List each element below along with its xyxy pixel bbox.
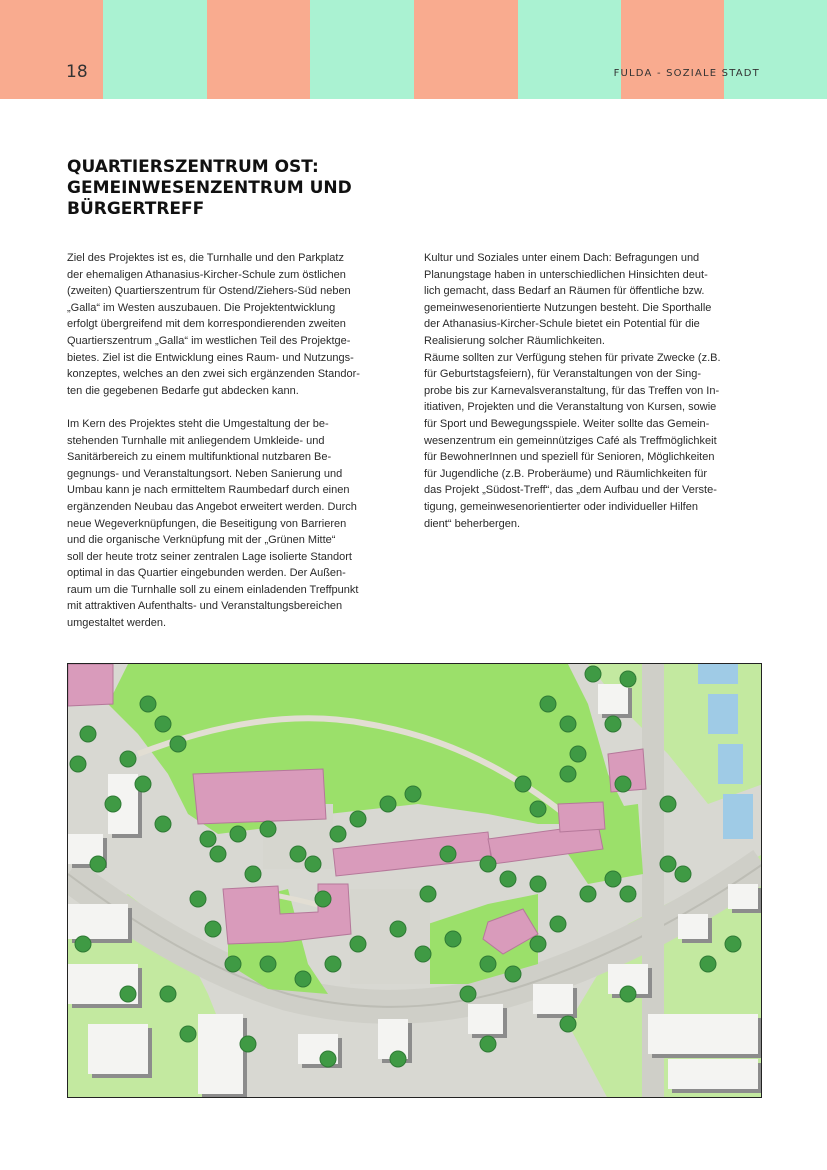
tree-icon: [390, 1051, 406, 1067]
text-line: für Geburtstagsfeiern), für Veranstaltungen von der Sing-: [424, 368, 701, 381]
tree-icon: [350, 936, 366, 952]
tree-icon: [700, 956, 716, 972]
tree-icon: [530, 936, 546, 952]
tree-icon: [550, 916, 566, 932]
tree-icon: [225, 956, 241, 972]
tree-icon: [605, 716, 621, 732]
header-stripe: [103, 0, 207, 99]
text-line: optimal in das Quartier eingebunden werden. Der Außen-: [67, 567, 346, 580]
text-line: raum um die Turnhalle soll zu einem einladenden Treffpunkt: [67, 583, 359, 596]
text-line: der Athanasius-Kircher-Schule bietet ein Potential für die: [424, 318, 700, 331]
tree-icon: [350, 811, 366, 827]
running-head: FULDA - SOZIALE STADT: [613, 68, 760, 79]
tree-icon: [155, 816, 171, 832]
tree-icon: [515, 776, 531, 792]
tree-icon: [135, 776, 151, 792]
text-line: Räume sollten zur Verfügung stehen für private Zwecke (z.B.: [424, 351, 721, 364]
tree-icon: [460, 986, 476, 1002]
tree-icon: [210, 846, 226, 862]
tree-icon: [445, 931, 461, 947]
tree-icon: [620, 886, 636, 902]
header-stripes: [0, 0, 827, 99]
tree-icon: [530, 801, 546, 817]
tree-icon: [390, 921, 406, 937]
tree-icon: [480, 856, 496, 872]
header-stripe: [207, 0, 310, 99]
tree-icon: [380, 796, 396, 812]
tree-icon: [530, 876, 546, 892]
page-title: [67, 157, 427, 220]
text-line: ten die gegebenen Bedarfe gut abdecken kann.: [67, 384, 299, 397]
text-line: gemeinwesenorientierte Nutzungen besteht. Die Sporthalle: [424, 301, 712, 314]
tree-icon: [260, 821, 276, 837]
header-stripe: [724, 0, 827, 99]
text-line: Umbau kann je nach ermitteltem Raumbedarf durch einen: [67, 484, 350, 497]
text-line: Quartierszentrum „Galla“ im westlichen Teil des Projektge-: [67, 334, 351, 347]
tree-icon: [405, 786, 421, 802]
header-stripe: [414, 0, 518, 99]
tree-icon: [80, 726, 96, 742]
tree-icon: [330, 826, 346, 842]
tree-icon: [620, 671, 636, 687]
tree-icon: [170, 736, 186, 752]
text-line: umgestaltet werden.: [67, 617, 167, 630]
tree-icon: [295, 971, 311, 987]
right-paragraph-1: [424, 250, 764, 532]
tree-icon: [120, 986, 136, 1002]
tree-icon: [160, 986, 176, 1002]
tree-icon: [605, 871, 621, 887]
tree-icon: [660, 796, 676, 812]
tree-icon: [230, 826, 246, 842]
title-line: GEMEINWESENZENTRUM UND: [67, 178, 352, 198]
tree-icon: [180, 1026, 196, 1042]
header-stripe: [0, 0, 103, 99]
text-line: gegnungs- und Veranstaltungsort. Neben Sanierung und: [67, 467, 343, 480]
tree-icon: [105, 796, 121, 812]
tree-icon: [90, 856, 106, 872]
text-line: stehenden Turnhalle mit anliegendem Umkleide- und: [67, 434, 325, 447]
left-paragraph-1: [67, 250, 397, 399]
text-line: das Projekt „Südost-Treff“, das „dem Aufbau und der Verste-: [424, 484, 717, 497]
tree-icon: [725, 936, 741, 952]
text-line: ergänzenden Neubau das Angebot erweitert werden. Durch: [67, 500, 357, 513]
tree-icon: [500, 871, 516, 887]
text-line: tigung, gemeinwesenorientierter oder individueller Hilfen: [424, 500, 698, 513]
text-line: erfolgt übergreifend mit dem korrespondierenden zweiten: [67, 318, 346, 331]
tree-icon: [245, 866, 261, 882]
tree-icon: [315, 891, 331, 907]
text-line: Planungstage haben in unterschiedlichen Hinsichten deut-: [424, 268, 708, 281]
tree-icon: [260, 956, 276, 972]
tree-icon: [570, 746, 586, 762]
tree-icon: [620, 986, 636, 1002]
header-stripe: [518, 0, 621, 99]
text-line: bietes. Ziel ist die Entwicklung eines Raum- und Nutzungs-: [67, 351, 354, 364]
text-line: itiativen, Projekten und die Veranstaltung von Kursen, sowie: [424, 401, 717, 414]
text-line: Kultur und Soziales unter einem Dach: Befragungen und: [424, 252, 700, 264]
tree-icon: [615, 776, 631, 792]
tree-icon: [540, 696, 556, 712]
tree-icon: [480, 956, 496, 972]
tree-icon: [205, 921, 221, 937]
text-line: neue Wegeverknüpfungen, die Beseitigung von Barrieren: [67, 517, 347, 530]
page-number: 18: [66, 62, 88, 82]
text-line: konzeptes, welches an den zwei sich ergänzenden Standor-: [67, 368, 360, 381]
tree-icon: [190, 891, 206, 907]
left-paragraph-2: [67, 416, 397, 632]
header-stripe: [621, 0, 724, 99]
tree-icon: [320, 1051, 336, 1067]
title-line: QUARTIERSZENTRUM OST:: [67, 157, 319, 177]
title-line: BÜRGERTREFF: [67, 199, 205, 219]
tree-icon: [200, 831, 216, 847]
tree-icon: [240, 1036, 256, 1052]
tree-icon: [420, 886, 436, 902]
site-plan-image: [67, 663, 762, 1098]
text-line: Realisierung solcher Räumlichkeiten.: [424, 334, 605, 347]
text-line: lich gemacht, dass Bedarf an Räumen für öffentliche bzw.: [424, 285, 705, 298]
tree-icon: [120, 751, 136, 767]
text-line: dient“ beherbergen.: [424, 517, 521, 530]
tree-icon: [75, 936, 91, 952]
green-space: [108, 664, 628, 834]
tree-icon: [480, 1036, 496, 1052]
text-line: der ehemaligen Athanasius-Kircher-Schule zum östlichen: [67, 268, 346, 281]
text-line: Sanitärbereich zu einem multifunktional nutzbaren Be-: [67, 451, 332, 464]
tree-icon: [580, 886, 596, 902]
text-line: für Jugendliche (z.B. Proberäume) und Räumlichkeiten für: [424, 467, 708, 480]
tree-icon: [155, 716, 171, 732]
tree-icon: [140, 696, 156, 712]
text-line: für Sport und Bewegungsspiele. Weiter sollte das Gemein-: [424, 417, 710, 430]
text-line: mit attraktiven Aufenthalts- und Veranstaltungsbereichen: [67, 600, 343, 613]
tree-icon: [415, 946, 431, 962]
tree-icon: [675, 866, 691, 882]
tree-icon: [560, 1016, 576, 1032]
tree-icon: [585, 666, 601, 682]
tree-icon: [305, 856, 321, 872]
tree-icon: [70, 756, 86, 772]
tree-icon: [440, 846, 456, 862]
text-line: Ziel des Projektes ist es, die Turnhalle und den Parkplatz: [67, 252, 344, 264]
text-line: und die organische Verknüpfung mit der „Grünen Mitte“: [67, 534, 336, 547]
tree-icon: [660, 856, 676, 872]
header-stripe: [310, 0, 414, 99]
tree-icon: [560, 716, 576, 732]
text-line: für BewohnerInnen und speziell für Senioren, Möglichkeiten: [424, 451, 715, 464]
tree-icon: [560, 766, 576, 782]
text-line: „Galla“ im Westen auszubauen. Die Projektentwicklung: [67, 301, 336, 314]
tree-icon: [505, 966, 521, 982]
text-line: (zweiten) Quartierszentrum für Ostend/Ziehers-Süd neben: [67, 285, 351, 298]
text-line: probe bis zur Karnevalsveranstaltung, für das Treffen von In-: [424, 384, 720, 397]
site-plan-drawing: [68, 664, 762, 1098]
text-line: wesenzentrum ein gemeinnütziges Café als Treffmöglichkeit: [424, 434, 717, 447]
text-line: Im Kern des Projektes steht die Umgestaltung der be-: [67, 417, 329, 430]
left-text-column: [67, 250, 397, 632]
tree-icon: [290, 846, 306, 862]
text-line: soll der heute trotz seiner zentralen Lage isolierte Standort: [67, 550, 352, 563]
tree-icon: [325, 956, 341, 972]
right-text-column: [424, 250, 764, 532]
